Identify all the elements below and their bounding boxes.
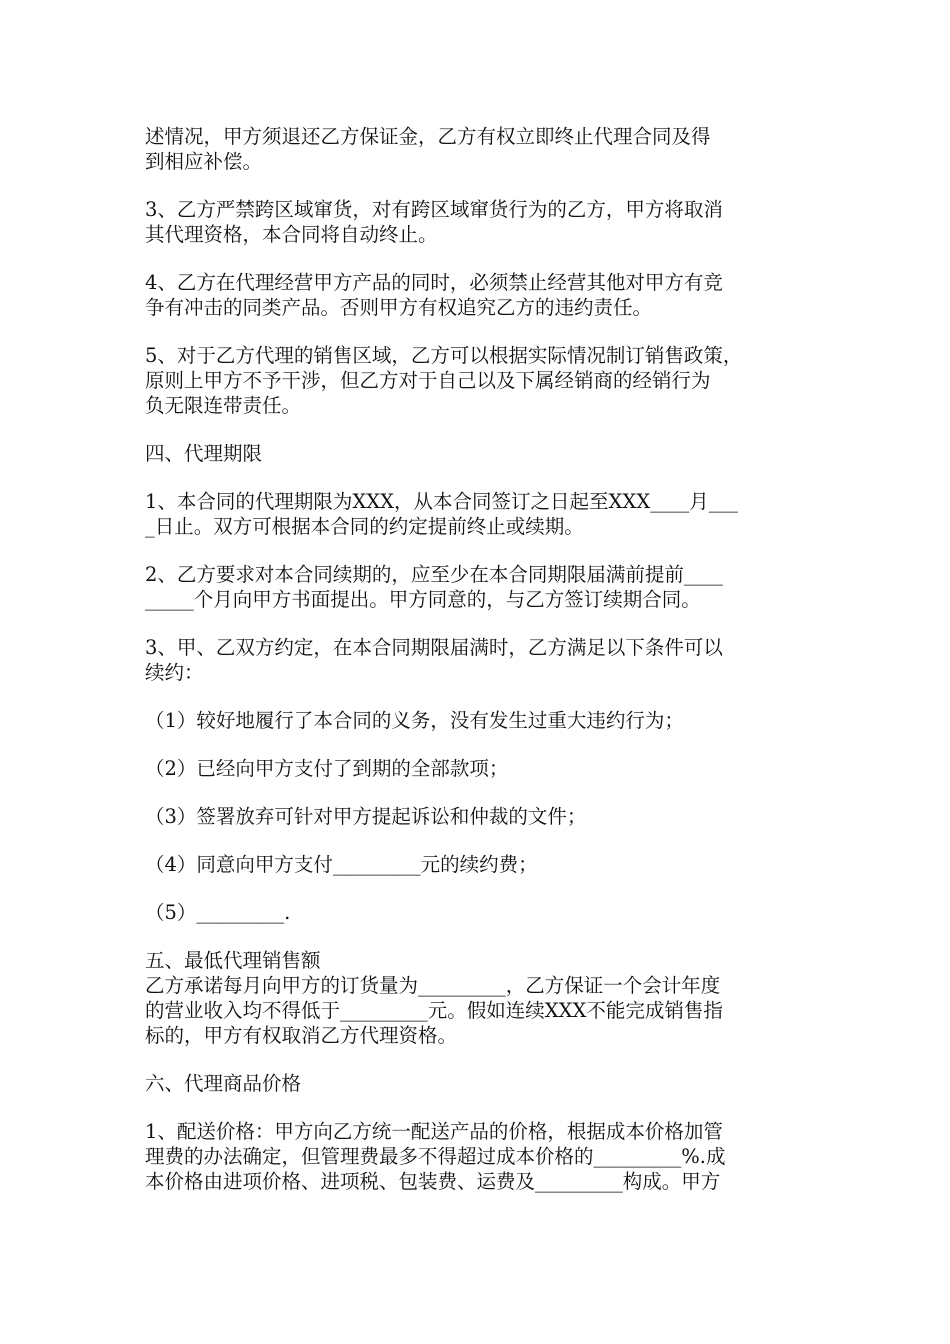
paragraph [145, 1119, 815, 1194]
text-line: （3）签署放弃可针对甲方提起诉讼和仲裁的文件； [145, 805, 587, 828]
paragraph [145, 270, 815, 320]
text-line: 原则上甲方不予干涉，但乙方对于自己以及下属经销商的经销行为 [145, 369, 711, 392]
text-line: 负无限连带责任。 [145, 394, 302, 417]
text-line: 续约： [145, 661, 204, 684]
paragraph [145, 973, 815, 1048]
text-line: 3、甲、乙双方约定，在本合同期限届满时，乙方满足以下条件可以 [145, 636, 723, 659]
paragraph [145, 756, 815, 781]
text-line: （2）已经向甲方支付了到期的全部款项； [145, 757, 509, 780]
text-line: _____个月向甲方书面提出。甲方同意的，与乙方签订续期合同。 [145, 588, 701, 611]
paragraph [145, 852, 815, 877]
paragraph [145, 948, 815, 973]
text-line: （4）同意向甲方支付_________元的续约费； [145, 853, 538, 876]
text-line: 理费的办法确定，但管理费最多不得超过成本价格的_________%.成 [145, 1145, 726, 1168]
paragraph [145, 708, 815, 733]
text-line: _日止。双方可根据本合同的约定提前终止或续期。 [145, 515, 584, 538]
text-line: 5、对于乙方代理的销售区域，乙方可以根据实际情况制订销售政策， [145, 344, 743, 367]
text-line: 五、最低代理销售额 [145, 949, 321, 972]
text-line: 3、乙方严禁跨区域窜货，对有跨区域窜货行为的乙方，甲方将取消 [145, 198, 723, 221]
text-line: 标的，甲方有权取消乙方代理资格。 [145, 1024, 458, 1047]
text-line: 1、本合同的代理期限为XXX，从本合同签订之日起至XXX____月___ [145, 490, 738, 513]
document-body [145, 124, 815, 1217]
paragraph [145, 441, 815, 466]
text-line: （1）较好地履行了本合同的义务，没有发生过重大违约行为； [145, 709, 684, 732]
paragraph [145, 804, 815, 829]
paragraph [145, 562, 815, 612]
text-line: 本价格由进项价格、进项税、包装费、运费及_________构成。甲方 [145, 1170, 721, 1193]
paragraph [145, 343, 815, 418]
text-line: 争有冲击的同类产品。否则甲方有权追究乙方的违约责任。 [145, 296, 653, 319]
paragraph [145, 197, 815, 247]
text-line: 述情况，甲方须退还乙方保证金，乙方有权立即终止代理合同及得 [145, 125, 711, 148]
paragraph [145, 489, 815, 539]
text-line: 其代理资格，本合同将自动终止。 [145, 223, 438, 246]
paragraph [145, 635, 815, 685]
paragraph [145, 900, 815, 925]
text-line: 1、配送价格：甲方向乙方统一配送产品的价格，根据成本价格加管 [145, 1120, 723, 1143]
text-line: 的营业收入均不得低于_________元。假如连续XXX不能完成销售指 [145, 999, 723, 1022]
text-line: 四、代理期限 [145, 442, 263, 465]
text-line: （5）_________. [145, 901, 291, 924]
paragraph [145, 1071, 815, 1096]
text-line: 4、乙方在代理经营甲方产品的同时，必须禁止经营其他对甲方有竞 [145, 271, 723, 294]
text-line: 乙方承诺每月向甲方的订货量为_________，乙方保证一个会计年度 [145, 974, 721, 997]
text-line: 2、乙方要求对本合同续期的，应至少在本合同期限届满前提前____ [145, 563, 723, 586]
paragraph [145, 124, 815, 174]
text-line: 六、代理商品价格 [145, 1072, 302, 1095]
text-line: 到相应补偿。 [145, 150, 263, 173]
